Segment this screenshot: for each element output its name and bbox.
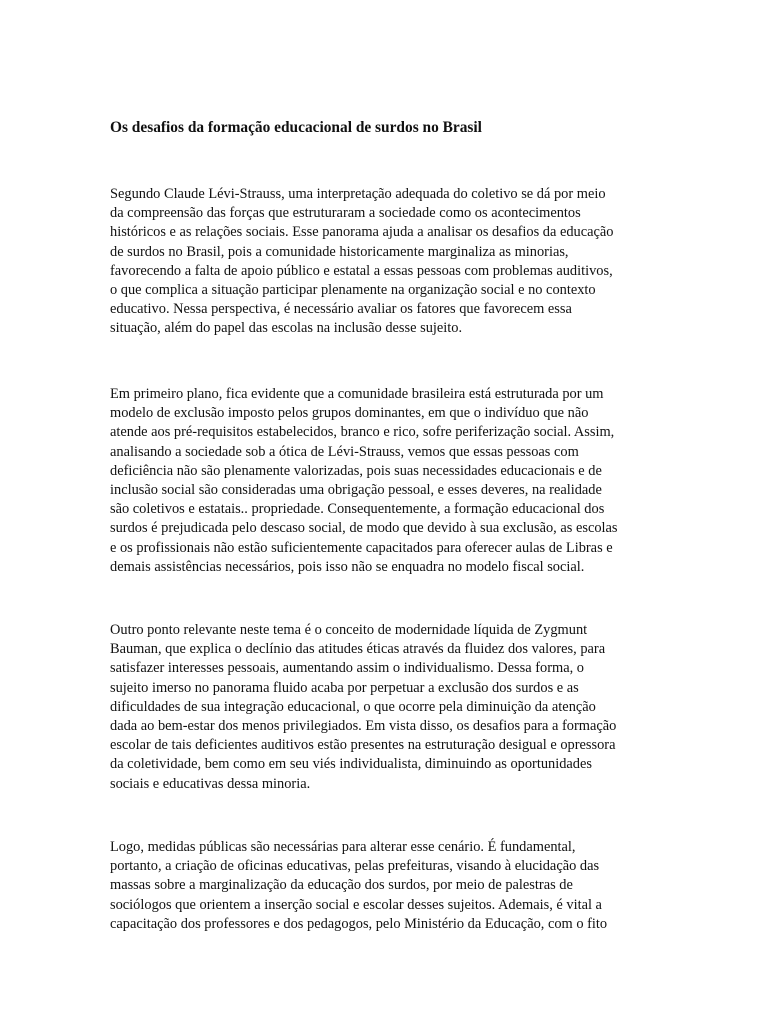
paragraph-line: analisando a sociedade sob a ótica de Lévi-Strauss, vemos que essas pessoas com: [110, 443, 579, 460]
paragraph-line: Em primeiro plano, fica evidente que a comunidade brasileira está estruturada por um: [110, 386, 604, 402]
paragraph-line: atende aos pré-requisitos estabelecidos, branco e rico, sofre periferização social. Assim,: [110, 424, 615, 441]
paragraph-line: portanto, a criação de oficinas educativas, pelas prefeituras, visando à elucidação das: [110, 858, 600, 875]
document-title: Os desafios da formação educacional de surdos no Brasil: [110, 119, 482, 136]
paragraph-line: surdos é prejudicada pelo descaso social, de modo que devido à sua exclusão, as escolas: [110, 520, 618, 537]
paragraph-line: o que complica a situação participar plenamente na organização social e no contexto: [110, 282, 596, 299]
paragraph-line: inclusão social são consideradas uma obrigação pessoal, e esses deveres, na realidade: [110, 482, 602, 499]
paragraph-line: favorecendo a falta de apoio público e estatal a essas pessoas com problemas auditivos,: [110, 262, 613, 279]
paragraph-line: da coletividade, bem como em seu viés individualista, diminuindo as oportunidades: [110, 756, 592, 773]
paragraph-line: capacitação dos professores e dos pedagogos, pelo Ministério da Educação, com o fito: [110, 915, 608, 932]
paragraph-line: escolar de tais deficientes auditivos estão presentes na estruturação desigual e opressora: [110, 737, 616, 754]
paragraph-line: Bauman, que explica o declínio das atitudes éticas através da fluidez dos valores, para: [110, 641, 606, 658]
paragraph-line: dificuldades de sua integração educacional, o que ocorre pela diminuição da atenção: [110, 698, 596, 715]
paragraph-line: sociais e educativas dessa minoria.: [110, 775, 311, 792]
paragraph-2: [110, 385, 618, 577]
paragraph-line: são coletivos e estatais.. propriedade. Consequentemente, a formação educacional dos: [110, 501, 605, 518]
paragraph-line: de surdos no Brasil, pois a comunidade historicamente marginaliza as minorias,: [110, 243, 569, 260]
paragraph-4: [110, 838, 607, 934]
paragraph-line: massas sobre a marginalização da educação dos surdos, por meio de palestras de: [110, 877, 573, 894]
paragraph-line: sujeito imerso no panorama fluido acaba por perpetuar a exclusão dos surdos e as: [110, 679, 579, 696]
paragraph-line: satisfazer interesses pessoais, aumentando assim o individualismo. Dessa forma, o: [110, 660, 584, 677]
paragraph-line: Logo, medidas públicas são necessárias para alterar esse cenário. É fundamental,: [110, 839, 576, 855]
paragraph-line: históricos e as relações sociais. Esse panorama ajuda a analisar os desafios da educação: [110, 224, 614, 241]
paragraph-line: deficiência não são plenamente valorizadas, pois suas necessidades educacionais e de: [110, 462, 602, 479]
paragraph-line: dada ao bem-estar dos menos privilegiados. Em vista disso, os desafios para a formação: [110, 718, 617, 735]
paragraph-line: sociólogos que orientem a inserção social e escolar desses sujeitos. Ademais, é vital a: [110, 896, 602, 913]
paragraph-line: Segundo Claude Lévi-Strauss, uma interpretação adequada do coletivo se dá por meio: [110, 186, 606, 202]
paragraph-line: educativo. Nessa perspectiva, é necessário avaliar os fatores que favorecem essa: [110, 301, 572, 318]
paragraph-3: [110, 621, 616, 794]
paragraph-1: [110, 185, 613, 339]
paragraph-line: demais assistências necessários, pois isso não se enquadra no modelo fiscal social.: [110, 558, 585, 575]
paragraph-line: Outro ponto relevante neste tema é o conceito de modernidade líquida de Zygmunt: [110, 622, 588, 638]
paragraph-line: situação, além do papel das escolas na inclusão desse sujeito.: [110, 320, 463, 337]
paragraph-line: da compreensão das forças que estruturaram a sociedade como os acontecimentos: [110, 205, 581, 222]
paragraph-line: modelo de exclusão imposto pelos grupos dominantes, em que o indivíduo que não: [110, 405, 589, 422]
paragraph-line: e os profissionais não estão suficientemente capacitados para oferecer aulas de Libras e: [110, 539, 613, 556]
